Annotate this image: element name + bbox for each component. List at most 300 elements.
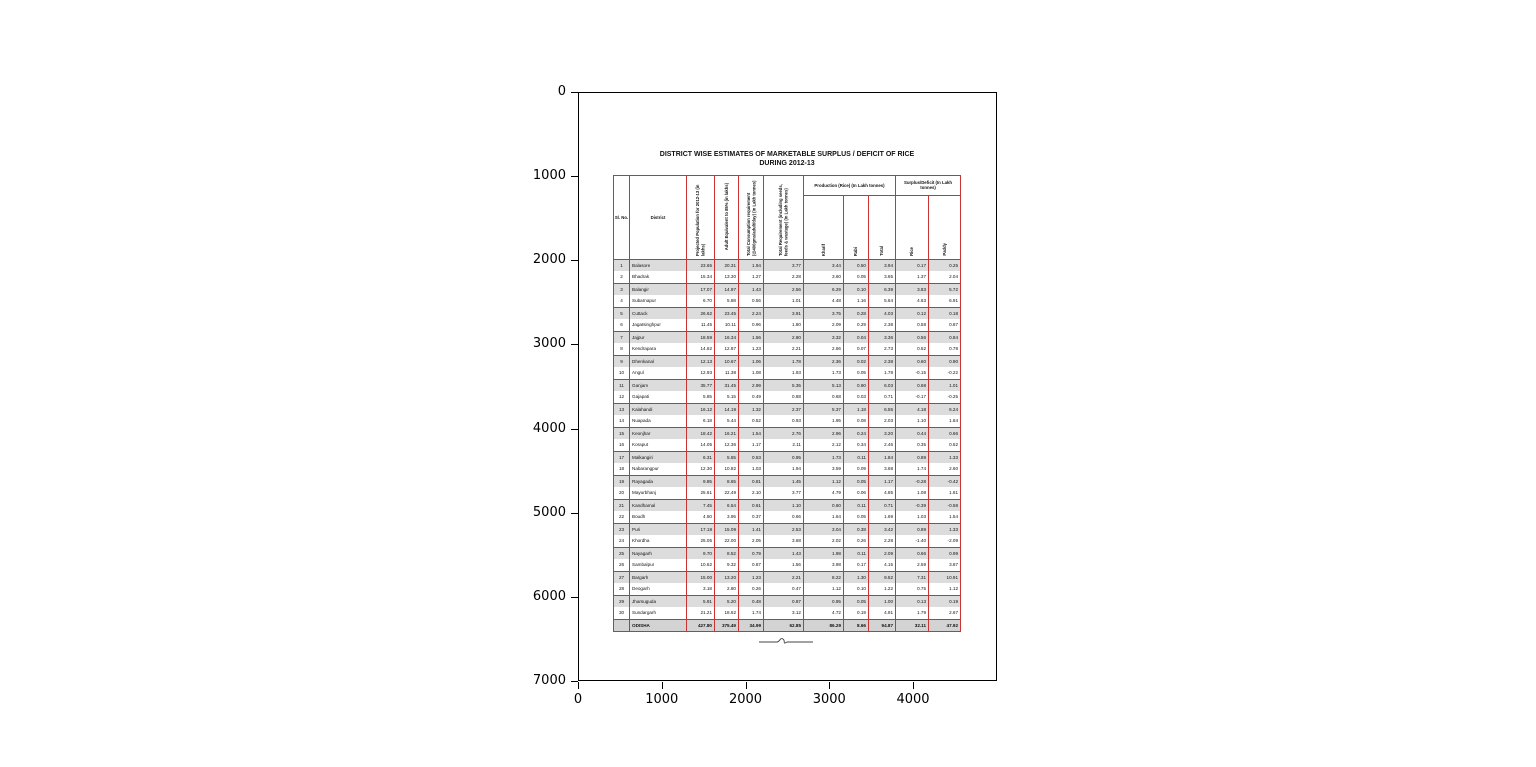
table-cell: 2.80 (764, 331, 804, 343)
col-subheader-rice (896, 195, 929, 259)
table-cell: 7 (614, 331, 630, 343)
table-cell: 19 (614, 475, 630, 487)
table-cell: 1.01 (929, 379, 961, 391)
table-cell: 12.93 (687, 367, 715, 379)
table-cell: 25 (614, 547, 630, 559)
table-cell: 6.24 (929, 403, 961, 415)
table-cell: 0.52 (739, 415, 764, 427)
table-cell: 21.21 (687, 607, 715, 619)
table-cell: 6.31 (687, 451, 715, 463)
table-cell: 0.44 (896, 427, 929, 439)
table-cell: 3.20 (869, 427, 896, 439)
col-subheader-paddy (929, 195, 961, 259)
y-axis-tick-label: 3000 (532, 336, 566, 352)
table-cell: 0.06 (844, 487, 869, 499)
table-cell: 11.38 (715, 367, 739, 379)
table-cell: Boudh (630, 511, 687, 523)
table-cell: 14 (614, 415, 630, 427)
y-axis-tick-mark (571, 176, 578, 177)
table-cell: 0.66 (764, 511, 804, 523)
document-title (613, 150, 961, 169)
table-cell: 0.05 (844, 367, 869, 379)
table-cell: 0.08 (844, 415, 869, 427)
table-cell: 35.77 (687, 379, 715, 391)
table-cell: 0.47 (764, 583, 804, 595)
table-cell: 14.05 (687, 439, 715, 451)
table-cell: 3.77 (764, 487, 804, 499)
table-cell: Balangir (630, 283, 687, 295)
table-cell: Nabarangpur (630, 463, 687, 475)
table-cell: 1.64 (804, 511, 844, 523)
table-cell: Khordha (630, 535, 687, 547)
table-cell: 17 (614, 451, 630, 463)
table-cell: 3.04 (804, 523, 844, 535)
table-cell: 0.03 (844, 391, 869, 403)
table-cell: 1.08 (896, 487, 929, 499)
table-cell: 4.72 (804, 607, 844, 619)
table-cell: 1.98 (804, 547, 844, 559)
y-axis-tick-label: 1000 (532, 168, 566, 184)
table-cell: 0.87 (764, 595, 804, 607)
table-cell: 0.90 (929, 355, 961, 367)
table-cell: 1.22 (869, 583, 896, 595)
table-cell: 9.70 (687, 547, 715, 559)
table-cell: 1.08 (739, 367, 764, 379)
table-cell: 0.11 (844, 499, 869, 511)
table-cell: 13.20 (715, 571, 739, 583)
x-axis-tick-mark (829, 682, 830, 689)
table-cell: 2.12 (804, 439, 844, 451)
table-cell: 5.37 (804, 403, 844, 415)
table-row (614, 259, 961, 271)
table-cell: 4.50 (687, 511, 715, 523)
table-cell: 0.11 (844, 547, 869, 559)
table-cell: 25.05 (687, 535, 715, 547)
table-cell: 0.09 (844, 463, 869, 475)
y-axis-tick-mark (571, 260, 578, 261)
table-cell: 1.37 (896, 271, 929, 283)
table-cell: 8.52 (715, 547, 739, 559)
table-cell: 2.10 (739, 487, 764, 499)
y-axis-tick-mark (571, 344, 578, 345)
table-cell: 0.02 (844, 355, 869, 367)
table-cell: 0.84 (929, 331, 961, 343)
table-cell: 1.94 (764, 463, 804, 475)
table-cell: 5.15 (715, 391, 739, 403)
table-cell: 1.16 (844, 295, 869, 307)
table-cell: -0.28 (896, 475, 929, 487)
table-cell: 1.54 (929, 511, 961, 523)
col-subheader-total (869, 195, 896, 259)
table-cell: 3.98 (804, 559, 844, 571)
table-cell: Bhadrak (630, 271, 687, 283)
table-cell: 3.68 (764, 535, 804, 547)
table-cell: 13.30 (715, 271, 739, 283)
table-cell: 1.27 (739, 271, 764, 283)
table-cell (614, 619, 630, 632)
table-cell: 1.79 (896, 607, 929, 619)
table-cell: Keonjhar (630, 427, 687, 439)
table-cell: 13 (614, 403, 630, 415)
table-cell: 1.74 (896, 463, 929, 475)
table-cell: 16.21 (715, 427, 739, 439)
table-cell: -0.25 (929, 391, 961, 403)
table-cell: 0.28 (844, 307, 869, 319)
table-cell: -0.39 (896, 499, 929, 511)
table-cell: 3.42 (869, 523, 896, 535)
table-row (614, 319, 961, 331)
table-cell: 0.53 (739, 451, 764, 463)
table-cell: 22 (614, 511, 630, 523)
col-header-total-consumption (739, 175, 764, 259)
table-cell: 3 (614, 283, 630, 295)
table-cell: 0.87 (929, 319, 961, 331)
x-axis-tick-mark (746, 682, 747, 689)
table-cell: 3.91 (764, 307, 804, 319)
table-cell: 1.30 (844, 571, 869, 583)
table-cell: 1.43 (764, 547, 804, 559)
table-cell: Balasore (630, 259, 687, 271)
table-cell: 3.44 (804, 259, 844, 271)
table-row (614, 511, 961, 523)
table-cell: 7.45 (687, 499, 715, 511)
x-axis-tick-mark (578, 682, 579, 689)
table-cell: -0.15 (896, 367, 929, 379)
table-cell: 1.73 (804, 367, 844, 379)
table-cell: 0.52 (929, 439, 961, 451)
table-row (614, 571, 961, 583)
table-cell: 17.07 (687, 283, 715, 295)
table-cell: 0.99 (929, 547, 961, 559)
table-cell: 4.48 (804, 295, 844, 307)
table-cell: 0.17 (844, 559, 869, 571)
table-cell: Dhenkanal (630, 355, 687, 367)
table-cell: 1.23 (739, 343, 764, 355)
table-row (614, 343, 961, 355)
table-cell: 0.79 (739, 547, 764, 559)
table-cell: 1.78 (869, 367, 896, 379)
table-cell: 11.45 (687, 319, 715, 331)
table-row (614, 607, 961, 619)
table-cell: Kandhamal (630, 499, 687, 511)
table-row (614, 499, 961, 511)
table-row (614, 463, 961, 475)
table-cell: 23.65 (687, 259, 715, 271)
table-cell: 6.91 (929, 295, 961, 307)
table-cell: 1.12 (804, 583, 844, 595)
table-cell: 0.25 (929, 259, 961, 271)
table-cell: Rayagada (630, 475, 687, 487)
table-cell: 12.87 (715, 343, 739, 355)
document-image (613, 150, 961, 647)
table-cell: 94.87 (869, 619, 896, 632)
table-cell: 1.12 (929, 583, 961, 595)
table-cell: 1.17 (739, 439, 764, 451)
col-header-projected-population (687, 175, 715, 259)
table-cell: 2.05 (739, 535, 764, 547)
table-cell: 0.19 (929, 595, 961, 607)
table-cell: 0.61 (739, 499, 764, 511)
table-cell: 2.38 (869, 319, 896, 331)
y-axis-tick-mark (571, 681, 578, 682)
table-cell: 0.35 (896, 439, 929, 451)
table-cell: 2.67 (929, 607, 961, 619)
table-cell: 62.85 (764, 619, 804, 632)
table-cell: 0.05 (844, 595, 869, 607)
table-cell: 4.91 (869, 607, 896, 619)
table-row (614, 547, 961, 559)
table-cell: 0.75 (896, 583, 929, 595)
table-cell: 2.03 (869, 415, 896, 427)
y-axis-tick-label: 4000 (532, 420, 566, 436)
table-row (614, 271, 961, 283)
table-cell: 16.12 (687, 403, 715, 415)
table-cell: 24 (614, 535, 630, 547)
table-cell: 21 (614, 499, 630, 511)
table-cell: 1.10 (764, 499, 804, 511)
table-cell: 30 (614, 607, 630, 619)
table-cell: 1.84 (869, 451, 896, 463)
table-cell: 9.85 (687, 475, 715, 487)
table-cell: 2.36 (804, 355, 844, 367)
table-cell: 0.50 (844, 259, 869, 271)
table-cell: 2.09 (869, 547, 896, 559)
y-axis-tick-mark (571, 429, 578, 430)
table-row (614, 535, 961, 547)
table-cell: 25.61 (687, 487, 715, 499)
table-cell: 14.19 (715, 403, 739, 415)
table-cell: 3.83 (896, 283, 929, 295)
table-cell: 2.53 (764, 523, 804, 535)
table-cell: 10.67 (715, 355, 739, 367)
table-cell: 20.31 (715, 259, 739, 271)
table-cell: 11 (614, 379, 630, 391)
rotated-header-text: Total Consumption requirement (@400gms/adult/day) (In Lakh tonnes) (745, 180, 756, 256)
table-cell: -2.09 (929, 535, 961, 547)
table-row (614, 331, 961, 343)
table-cell: Puri (630, 523, 687, 535)
rotated-header-text: Total Requirement (including seeds, feeds & wastage) (In Lakh tonnes) (778, 183, 789, 256)
table-cell: 0.71 (869, 391, 896, 403)
col-subheader-rabi (844, 195, 869, 259)
table-cell: -0.17 (896, 391, 929, 403)
table-cell: 0.81 (739, 475, 764, 487)
table-cell: -0.58 (929, 499, 961, 511)
table-cell: 2.02 (804, 535, 844, 547)
table-cell: 4.18 (896, 403, 929, 415)
table-cell: 3.32 (804, 331, 844, 343)
table-row (614, 583, 961, 595)
table-cell: 1.95 (804, 415, 844, 427)
table-cell: 3.65 (869, 271, 896, 283)
table-cell: 5.55 (715, 451, 739, 463)
y-axis-tick-mark (571, 597, 578, 598)
table-cell: 5 (614, 307, 630, 319)
table-cell: 0.56 (896, 331, 929, 343)
table-cell: 2.46 (869, 439, 896, 451)
table-cell: 6.39 (869, 283, 896, 295)
table-cell: 2.76 (764, 427, 804, 439)
table-cell: 2.24 (739, 307, 764, 319)
table-cell: 29 (614, 595, 630, 607)
table-cell: 1.18 (844, 403, 869, 415)
table-cell: 1.41 (739, 523, 764, 535)
document-title-line2: DURING 2012-13 (759, 160, 815, 168)
table-cell: 0.38 (844, 523, 869, 535)
table-row (614, 355, 961, 367)
table-cell: -0.42 (929, 475, 961, 487)
table-cell: 0.90 (844, 379, 869, 391)
x-axis-tick-label: 0 (573, 692, 583, 707)
table-cell: 27 (614, 571, 630, 583)
table-cell: 2 (614, 271, 630, 283)
table-cell: 0.87 (739, 559, 764, 571)
table-cell: 6.29 (804, 283, 844, 295)
table-cell: Mayurbhanj (630, 487, 687, 499)
table-cell: 0.68 (896, 379, 929, 391)
table-cell: 6.03 (869, 379, 896, 391)
col-group-surplus-deficit: Surplus/Deficit (In Lakh tonnes) (896, 175, 961, 195)
table-cell: Subarnapur (630, 295, 687, 307)
table-cell: 0.95 (764, 451, 804, 463)
table-cell: 12.30 (687, 463, 715, 475)
table-row (614, 403, 961, 415)
table-cell: 1.61 (929, 487, 961, 499)
table-body (614, 259, 961, 632)
table-cell: 5.85 (687, 391, 715, 403)
table-cell: 18.62 (715, 607, 739, 619)
table-cell: 6 (614, 319, 630, 331)
table-cell: 15 (614, 427, 630, 439)
table-cell: 0.78 (929, 343, 961, 355)
table-cell: 0.10 (844, 583, 869, 595)
table-cell: 34.99 (739, 619, 764, 632)
table-cell: Bargarh (630, 571, 687, 583)
table-cell: 1.73 (804, 451, 844, 463)
table-cell: 1.10 (896, 415, 929, 427)
col-header-sl-no: Sl. No. (614, 175, 630, 259)
table-row (614, 475, 961, 487)
table-cell: 1.69 (869, 511, 896, 523)
x-axis-tick-mark (662, 682, 663, 689)
table-cell: Cuttack (630, 307, 687, 319)
table-cell: 9 (614, 355, 630, 367)
rotated-header-text: Projected Population for 2012-13 (in lakhs) (695, 184, 706, 256)
rotated-header-text: Rabi (853, 246, 859, 256)
table-row (614, 523, 961, 535)
y-axis-tick-label: 7000 (532, 673, 566, 688)
table-row (614, 487, 961, 499)
table-cell: Sambalpur (630, 559, 687, 571)
table-cell: 2.21 (764, 343, 804, 355)
rice-surplus-table (613, 175, 961, 633)
document-title-line1: DISTRICT WISE ESTIMATES OF MARKETABLE SURPLUS / DEFICIT OF RICE (659, 151, 915, 158)
table-row (614, 295, 961, 307)
rotated-header-text: Adult Equivalent to 85% (in lakhs) (723, 183, 729, 251)
table-cell: 2.56 (764, 283, 804, 295)
table-cell: 3.94 (869, 259, 896, 271)
table-cell: 3.87 (929, 559, 961, 571)
table-cell: Jharsuguda (630, 595, 687, 607)
table-cell: 8.22 (804, 571, 844, 583)
y-axis-tick-label: 0 (557, 84, 566, 99)
table-cell: 26.62 (687, 307, 715, 319)
table-cell: 1.74 (739, 607, 764, 619)
table-cell: 1.06 (739, 355, 764, 367)
table-cell: 1.33 (929, 451, 961, 463)
table-cell: 1.64 (929, 415, 961, 427)
table-cell: 0.58 (896, 319, 929, 331)
y-axis-tick-label: 5000 (532, 504, 566, 520)
table-cell: 16 (614, 439, 630, 451)
table-cell: 3.95 (715, 511, 739, 523)
table-cell: 6.18 (687, 415, 715, 427)
table-cell: 0.24 (844, 427, 869, 439)
table-cell: 1.43 (739, 283, 764, 295)
x-axis-tick-label: 2000 (728, 692, 763, 707)
table-cell: Nayagarh (630, 547, 687, 559)
table-cell: 3.59 (804, 463, 844, 475)
table-cell: 1.12 (804, 475, 844, 487)
table-cell: 12.13 (687, 355, 715, 367)
table-cell: 32.11 (896, 619, 929, 632)
table-cell: 2.59 (896, 559, 929, 571)
table-cell: Nuapada (630, 415, 687, 427)
x-axis-tick-label: 4000 (896, 692, 930, 707)
table-cell: 7.31 (896, 571, 929, 583)
table-cell: 0.66 (929, 427, 961, 439)
table-cell: 17.18 (687, 523, 715, 535)
table-cell: 2.60 (929, 463, 961, 475)
rotated-header-text: Rice (909, 246, 915, 256)
table-row (614, 427, 961, 439)
x-axis-tick-label: 1000 (645, 692, 679, 707)
table-cell: 1.78 (764, 355, 804, 367)
table-cell: 1.93 (764, 367, 804, 379)
table-cell: 31.45 (715, 379, 739, 391)
table-cell: 47.92 (929, 619, 961, 632)
table-cell: 3.77 (764, 259, 804, 271)
table-cell: 0.05 (844, 511, 869, 523)
table-cell: 0.93 (764, 415, 804, 427)
table-cell: 1.23 (739, 571, 764, 583)
col-header-adult-equivalent (715, 175, 739, 259)
table-cell: 1.94 (739, 259, 764, 271)
table-cell: 10.82 (715, 463, 739, 475)
table-cell: 1.03 (896, 511, 929, 523)
table-cell: Jagatsinghpur (630, 319, 687, 331)
table-cell: 0.71 (869, 499, 896, 511)
table-cell: 9.52 (869, 571, 896, 583)
table-cell: 0.17 (896, 259, 929, 271)
table-cell: 0.95 (804, 595, 844, 607)
table-cell: 6.55 (869, 403, 896, 415)
table-cell: 5.88 (715, 295, 739, 307)
table-cell: 4.79 (804, 487, 844, 499)
table-cell: 1.00 (869, 595, 896, 607)
table-cell: 22.49 (715, 487, 739, 499)
table-cell: Deogarh (630, 583, 687, 595)
table-cell: -0.22 (929, 367, 961, 379)
y-axis-tick-mark (571, 92, 578, 93)
table-cell: 5.44 (715, 415, 739, 427)
col-header-total-requirement (764, 175, 804, 259)
table-cell: 5.13 (804, 379, 844, 391)
col-subheader-kharif (804, 195, 844, 259)
table-cell: Malkangiri (630, 451, 687, 463)
table-row (614, 415, 961, 427)
table-cell: 5.72 (929, 283, 961, 295)
